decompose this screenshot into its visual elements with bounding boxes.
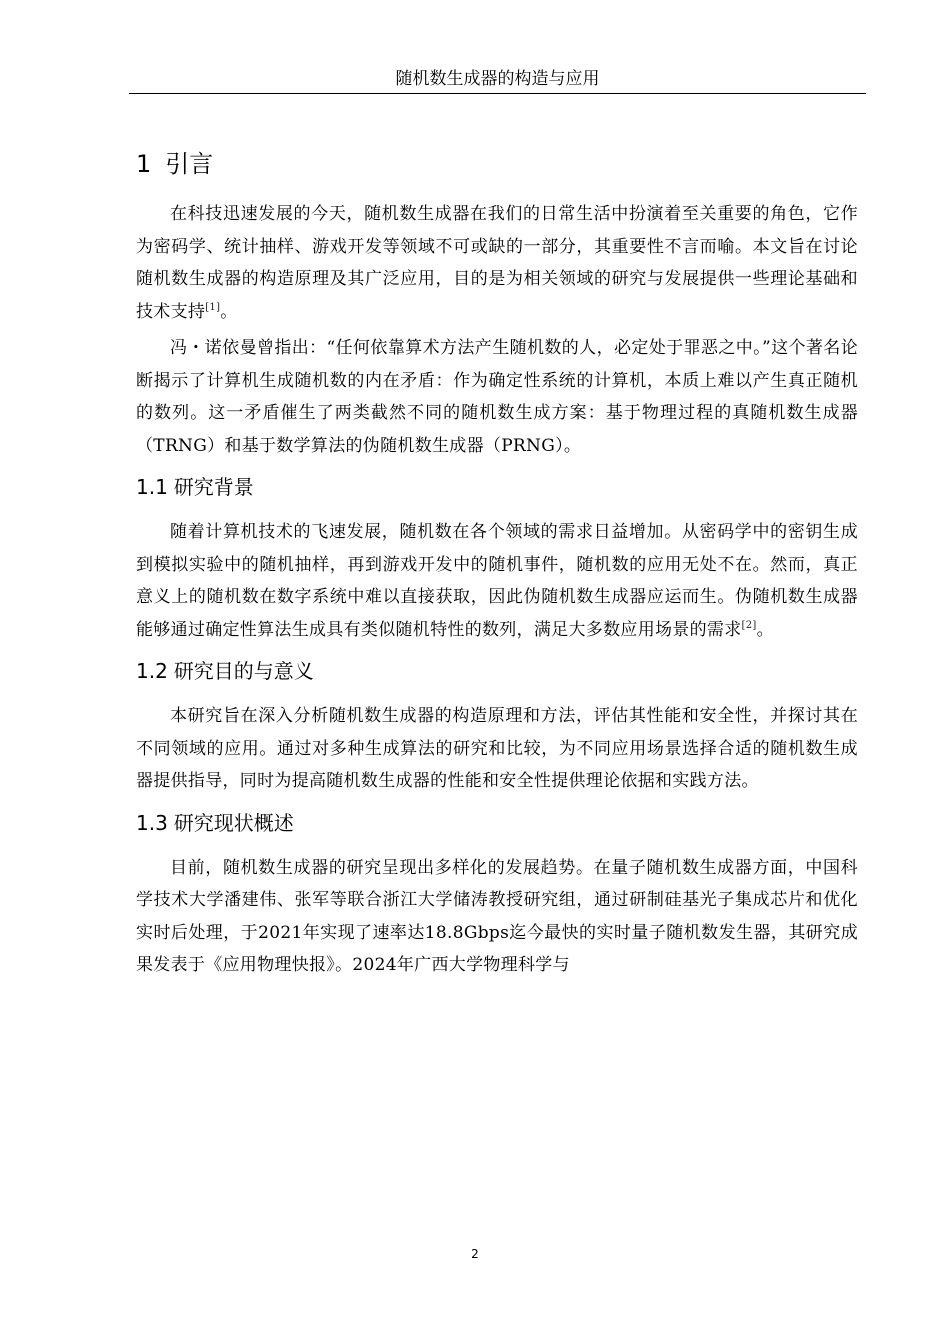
citation-2[interactable]: [2] bbox=[741, 619, 757, 631]
section-heading-1 bbox=[136, 144, 858, 184]
paragraph-end: 。 bbox=[756, 619, 774, 640]
page-number: 2 bbox=[471, 1247, 479, 1261]
paragraph-text: 随着计算机技术的飞速发展，随机数在各个领域的需求日益增加。从密码学中的密钥生成到模拟实验中的随机抽样，再到游戏开发中的随机事件，随机数的应用无处不在。然而，真正意义上的随机数在数字系统中难以直接获取，因此伪随机数生成器应运而生。伪随机数生成器能够通过确定性算法生成具有类似随机特性的数列，满足大多数应用场景的需求 bbox=[136, 522, 858, 640]
paragraph-end: 。 bbox=[220, 301, 238, 322]
section-heading-1-3 bbox=[136, 806, 858, 840]
section-number: 1.1 bbox=[136, 475, 168, 499]
page-body bbox=[136, 138, 858, 986]
paragraph-intro-1 bbox=[136, 198, 858, 328]
section-number: 1 bbox=[136, 150, 152, 178]
section-title: 引言 bbox=[165, 150, 214, 178]
section-title: 研究背景 bbox=[173, 475, 254, 499]
section-heading-1-1 bbox=[136, 470, 858, 504]
section-heading-1-2 bbox=[136, 654, 858, 688]
running-header-title: 随机数生成器的构造与应用 bbox=[395, 69, 600, 89]
section-title: 研究现状概述 bbox=[173, 810, 294, 835]
paragraph-status: 目前，随机数生成器的研究呈现出多样化的发展趋势。在量子随机数生成器方面，中国科学技术大学潘建伟、张军等联合浙江大学储涛教授研究组，通过研制硅基光子集成芯片和优化实时后处理，于2021年实现了速率达18.8Gbps迄今最快的实时量子随机数发生器，其研究成果发表于《应用物理快报》。2024年广西大学物理科学与 bbox=[136, 857, 858, 975]
paragraph-purpose: 本研究旨在深入分析随机数生成器的构造原理和方法，评估其性能和安全性，并探讨其在不同领域的应用。通过对多种生成算法的研究和比较，为不同应用场景选择合适的随机数生成器提供指导，同时为提高随机数生成器的性能和安全性提供理论依据和实践方法。 bbox=[136, 706, 858, 791]
section-number: 1.3 bbox=[136, 810, 168, 835]
paragraph-background bbox=[136, 516, 858, 646]
running-header bbox=[129, 66, 866, 94]
paragraph-intro-2: 冯・诺依曼曾指出：“任何依靠算术方法产生随机数的人，必定处于罪恶之中。”这个著名论断揭示了计算机生成随机数的内在矛盾：作为确定性系统的计算机，本质上难以产生真正随机的数列。这一矛盾催生了两类截然不同的随机数生成方案：基于物理过程的真随机数生成器（TRNG）和基于数学算法的伪随机数生成器（PRNG）。 bbox=[136, 338, 858, 456]
section-title: 研究目的与意义 bbox=[173, 659, 314, 683]
citation-1[interactable]: [1] bbox=[205, 301, 221, 313]
section-number: 1.2 bbox=[136, 659, 168, 683]
paragraph-text: 在科技迅速发展的今天，随机数生成器在我们的日常生活中扮演着至关重要的角色，它作为密码学、统计抽样、游戏开发等领域不可或缺的一部分，其重要性不言而喻。本文旨在讨论随机数生成器的构造原理及其广泛应用，目的是为相关领域的研究与发展提供一些理论基础和技术支持 bbox=[136, 204, 858, 322]
